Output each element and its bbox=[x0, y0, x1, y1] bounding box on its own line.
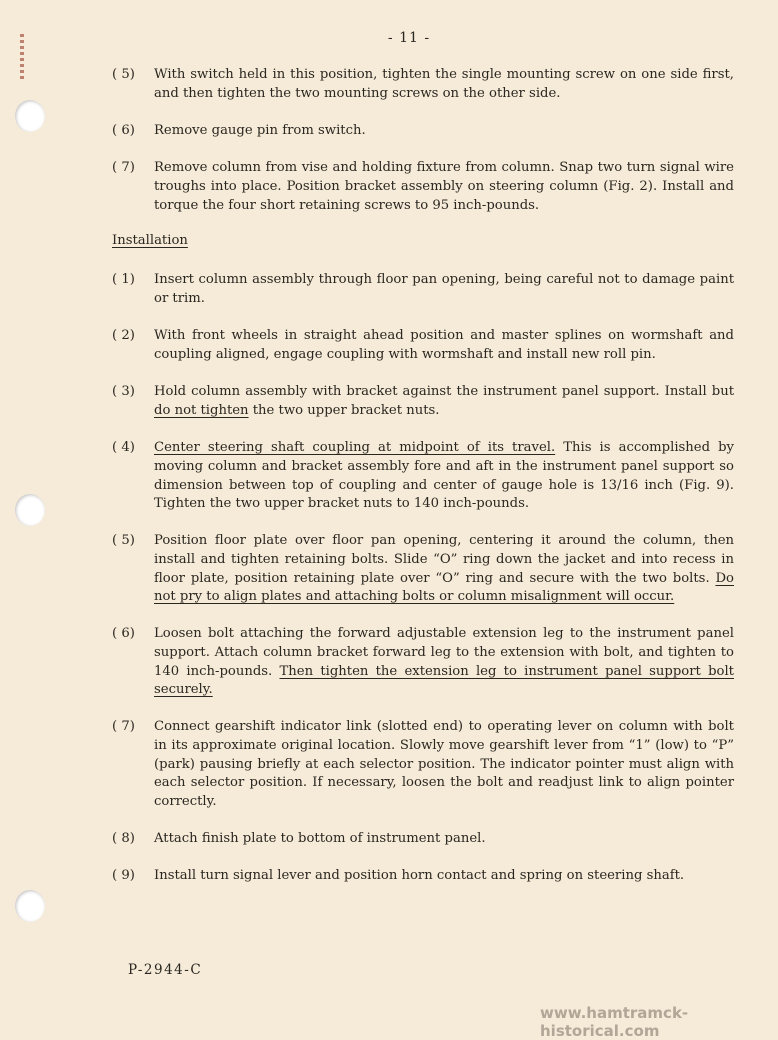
step-number: ( 6) bbox=[112, 626, 135, 641]
installation-step-3 bbox=[112, 383, 734, 421]
installation-step-7 bbox=[112, 718, 734, 812]
step-continued-7 bbox=[112, 159, 734, 215]
step-text-part: Loosen bolt attaching the forward adjustable extension leg to the instrument panel support. Attach column bracket forward leg to the extension with bolt, and tighten to 140 inch-pounds. bbox=[154, 626, 734, 679]
step-text: Remove gauge pin from switch. bbox=[154, 123, 366, 138]
installation-step-2 bbox=[112, 327, 734, 365]
step-text-part: the two upper bracket nuts. bbox=[248, 402, 440, 418]
underlined-caution: do not tighten bbox=[154, 402, 249, 418]
step-text-part: Hold column assembly with bracket against the instrument panel support. Install but bbox=[154, 384, 734, 399]
installation-step-6 bbox=[112, 625, 734, 700]
installation-step-5 bbox=[112, 532, 734, 607]
website-watermark: www.hamtramck-historical.com bbox=[540, 1004, 689, 1040]
underlined-caution: Center steering shaft coupling at midpoint of its travel. bbox=[154, 440, 556, 455]
step-number: ( 5) bbox=[112, 67, 135, 82]
step-text: Insert column assembly through floor pan opening, being careful not to damage paint or trim. bbox=[154, 272, 734, 306]
document-code: P-2944-C bbox=[128, 962, 203, 978]
step-number: ( 7) bbox=[112, 160, 135, 175]
step-number: ( 9) bbox=[112, 868, 135, 883]
installation-step-8 bbox=[112, 830, 734, 849]
section-heading-installation: Installation bbox=[112, 233, 188, 248]
step-text bbox=[154, 383, 734, 421]
step-text: Remove column from vise and holding fixture from column. Snap two turn signal wire troughs into place. Position bracket assembly on steering column (Fig. 2). Install and torque the four short retaining screws to 95 inch-pounds. bbox=[154, 160, 734, 213]
punch-hole-top bbox=[15, 100, 45, 132]
step-number: ( 3) bbox=[112, 384, 135, 399]
step-text bbox=[154, 625, 734, 700]
step-number: ( 1) bbox=[112, 272, 135, 287]
step-continued-6 bbox=[112, 122, 734, 141]
installation-step-1 bbox=[112, 271, 734, 309]
step-number: ( 7) bbox=[112, 719, 135, 734]
step-number: ( 2) bbox=[112, 328, 135, 343]
step-text: Connect gearshift indicator link (slotted end) to operating lever on column with bolt in its approximate original location. Slowly move gearshift lever from “1” (low) to “P” (park) pausing briefly at each selector position. The indicator pointer must align with each selector position. If necessary, loosen the bolt and readjust link to align pointer correctly. bbox=[154, 719, 734, 810]
step-number: ( 8) bbox=[112, 831, 135, 846]
punch-hole-bottom bbox=[15, 890, 45, 922]
step-text bbox=[154, 532, 734, 607]
punch-hole-middle bbox=[15, 494, 45, 526]
step-text-part: This is accomplished by moving column and bracket assembly fore and aft in the instrument panel support so dimension between top of coupling and center of gauge hole is 13/16 inch (Fig. 9). Tighten the two upper bracket nuts to 140 inch-pounds. bbox=[154, 440, 734, 512]
installation-step-4 bbox=[112, 439, 734, 514]
installation-step-9 bbox=[112, 867, 734, 886]
step-continued-5 bbox=[112, 66, 734, 104]
step-text: Install turn signal lever and position horn contact and spring on steering shaft. bbox=[154, 868, 685, 883]
step-text bbox=[154, 439, 734, 514]
step-text: Attach finish plate to bottom of instrument panel. bbox=[154, 831, 486, 846]
step-number: ( 4) bbox=[112, 440, 135, 455]
step-number: ( 5) bbox=[112, 533, 135, 548]
underlined-caution: Do not pry to align plates and attaching bolts or column misalignment will occur. bbox=[154, 570, 734, 605]
step-text-part: Position floor plate over floor pan opening, centering it around the column, then install and tighten retaining bolts. Slide “O” ring down the jacket and into recess in floor plate, position retaining plate over “O” ring and secure with the two bolts. bbox=[154, 533, 734, 586]
step-text: With switch held in this position, tighten the single mounting screw on one side first, and then tighten the two mounting screws on the other side. bbox=[154, 67, 734, 101]
step-text: With front wheels in straight ahead position and master splines on wormshaft and coupling aligned, engage coupling with wormshaft and install new roll pin. bbox=[154, 328, 734, 362]
underlined-caution: Then tighten the extension leg to instrument panel support bolt securely. bbox=[154, 663, 734, 698]
step-number: ( 6) bbox=[112, 123, 135, 138]
page-number: - 11 - bbox=[387, 30, 431, 46]
